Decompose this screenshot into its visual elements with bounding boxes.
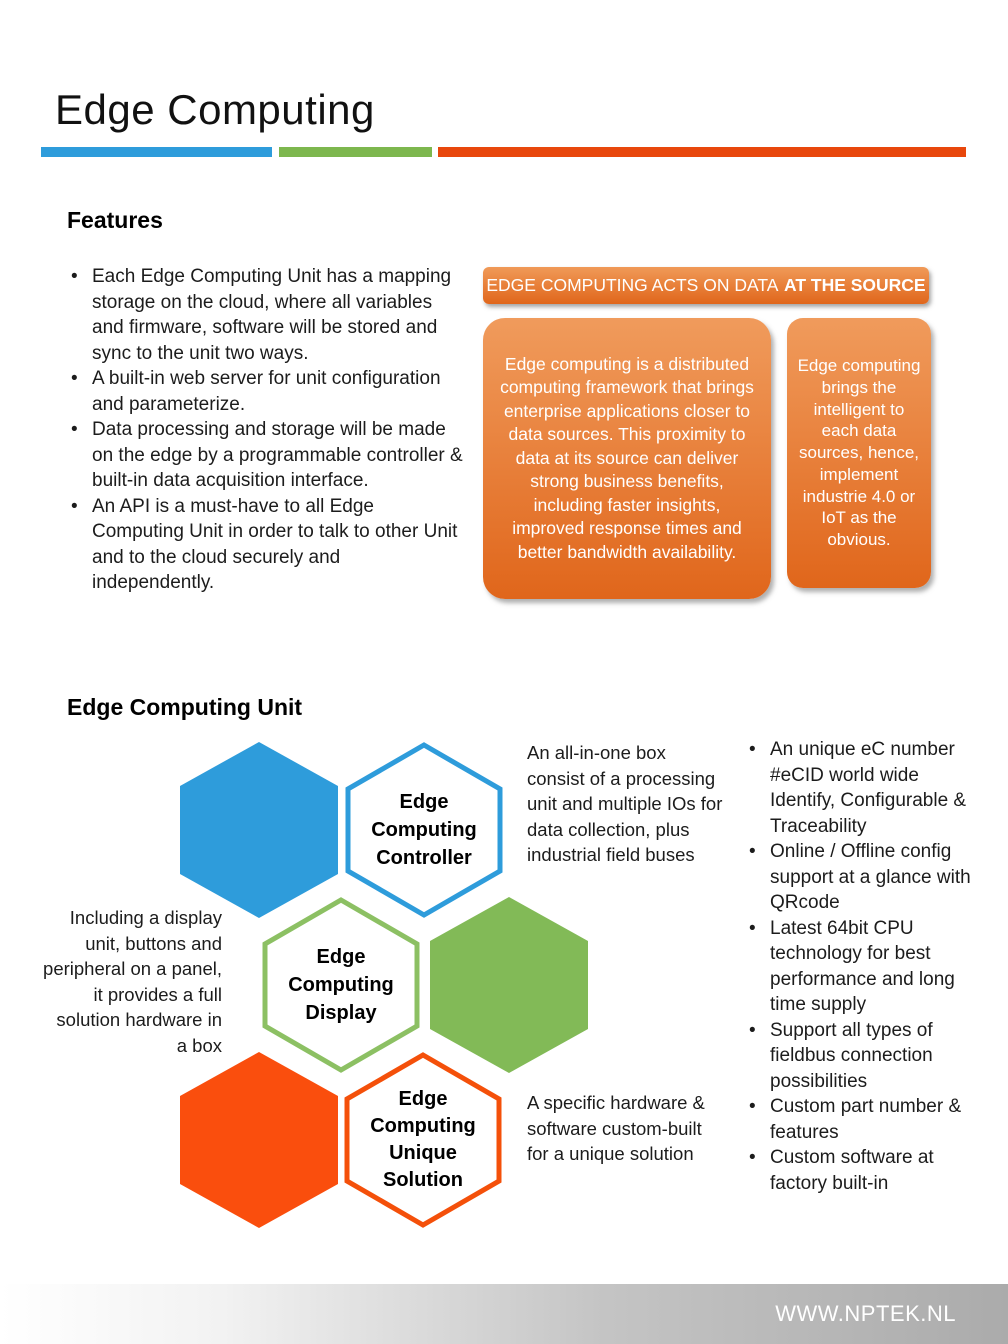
list-item: • Data processing and storage will be made on the edge by a programmable controller & built-in data acquisition interface. (67, 417, 467, 494)
annotation-display: Including a display unit, buttons and peripheral on a panel, it provides a full solution hardware in a box (43, 907, 222, 1056)
divider-bar-orange (438, 147, 966, 157)
hexagon-green-solid (430, 897, 588, 1073)
annotation-unique-solution: A specific hardware & software custom-built for a unique solution (527, 1092, 705, 1164)
hexagon-controller-outline (345, 742, 503, 918)
features-heading: Features (67, 207, 163, 233)
list-item: • An API is a must-have to all Edge Computing Unit in order to talk to other Unit and to the cloud securely and independently. (67, 494, 467, 596)
hexagon-display-outline (262, 897, 420, 1073)
unit-heading: Edge Computing Unit (67, 694, 303, 720)
hexagon-orange-solid (180, 1052, 338, 1228)
hexagon-label-controller: Edge Computing Controller (371, 791, 477, 869)
callout-definition-text: Edge computing is a distributed computing framework that brings enterprise applications closer to data sources. This proximity to data at its source can deliver strong business benefits, including faster insights, improved response times and better bandwidth availability. (500, 353, 754, 562)
list-item: • Custom part number & features (745, 1094, 975, 1145)
list-item: • An unique eC number #eCID world wide Identify, Configurable & Traceability (745, 737, 975, 839)
divider-bar-green (279, 147, 432, 157)
list-item: • A built-in web server for unit configuration and parameterize. (67, 366, 467, 417)
list-item: • Support all types of fieldbus connection possibilities (745, 1018, 975, 1095)
list-item: • Custom software at factory built-in (745, 1145, 975, 1196)
banner-text-bold: AT THE SOURCE (783, 275, 926, 295)
divider-bar-blue (41, 147, 272, 157)
hexagon-unique-outline (344, 1052, 502, 1228)
callout-industrie-box (787, 318, 931, 588)
hexagon-label-display: Edge Computing Display (288, 946, 394, 1024)
footer-bar (0, 1284, 1008, 1344)
footer-url: WWW.NPTEK.NL (775, 1301, 956, 1326)
features-list (67, 264, 467, 596)
list-item: • Each Edge Computing Unit has a mapping storage on the cloud, where all variables and firmware, software will be stored and sync to the unit two ways. (67, 264, 467, 366)
annotation-controller: An all-in-one box consist of a processing unit and multiple IOs for data collection, plus industrial field buses (527, 742, 723, 865)
callout-industrie-text: Edge computing brings the intelligent to each data sources, hence, implement industrie 4.0 or IoT as the obvious. (797, 355, 921, 550)
list-item: • Latest 64bit CPU technology for best performance and long time supply (745, 916, 975, 1018)
list-item: • Online / Offline config support at a glance with QRcode (745, 839, 975, 916)
hexagon-label-unique-solution: Edge Computing Unique Solution (370, 1088, 476, 1191)
callout-definition-box (483, 318, 771, 599)
unit-bullets-list (745, 737, 975, 1196)
page-title: Edge Computing (55, 86, 375, 133)
hexagon-blue-solid (180, 742, 338, 918)
banner-text: EDGE COMPUTING ACTS ON DATA (486, 275, 779, 295)
callout-banner (483, 267, 929, 304)
